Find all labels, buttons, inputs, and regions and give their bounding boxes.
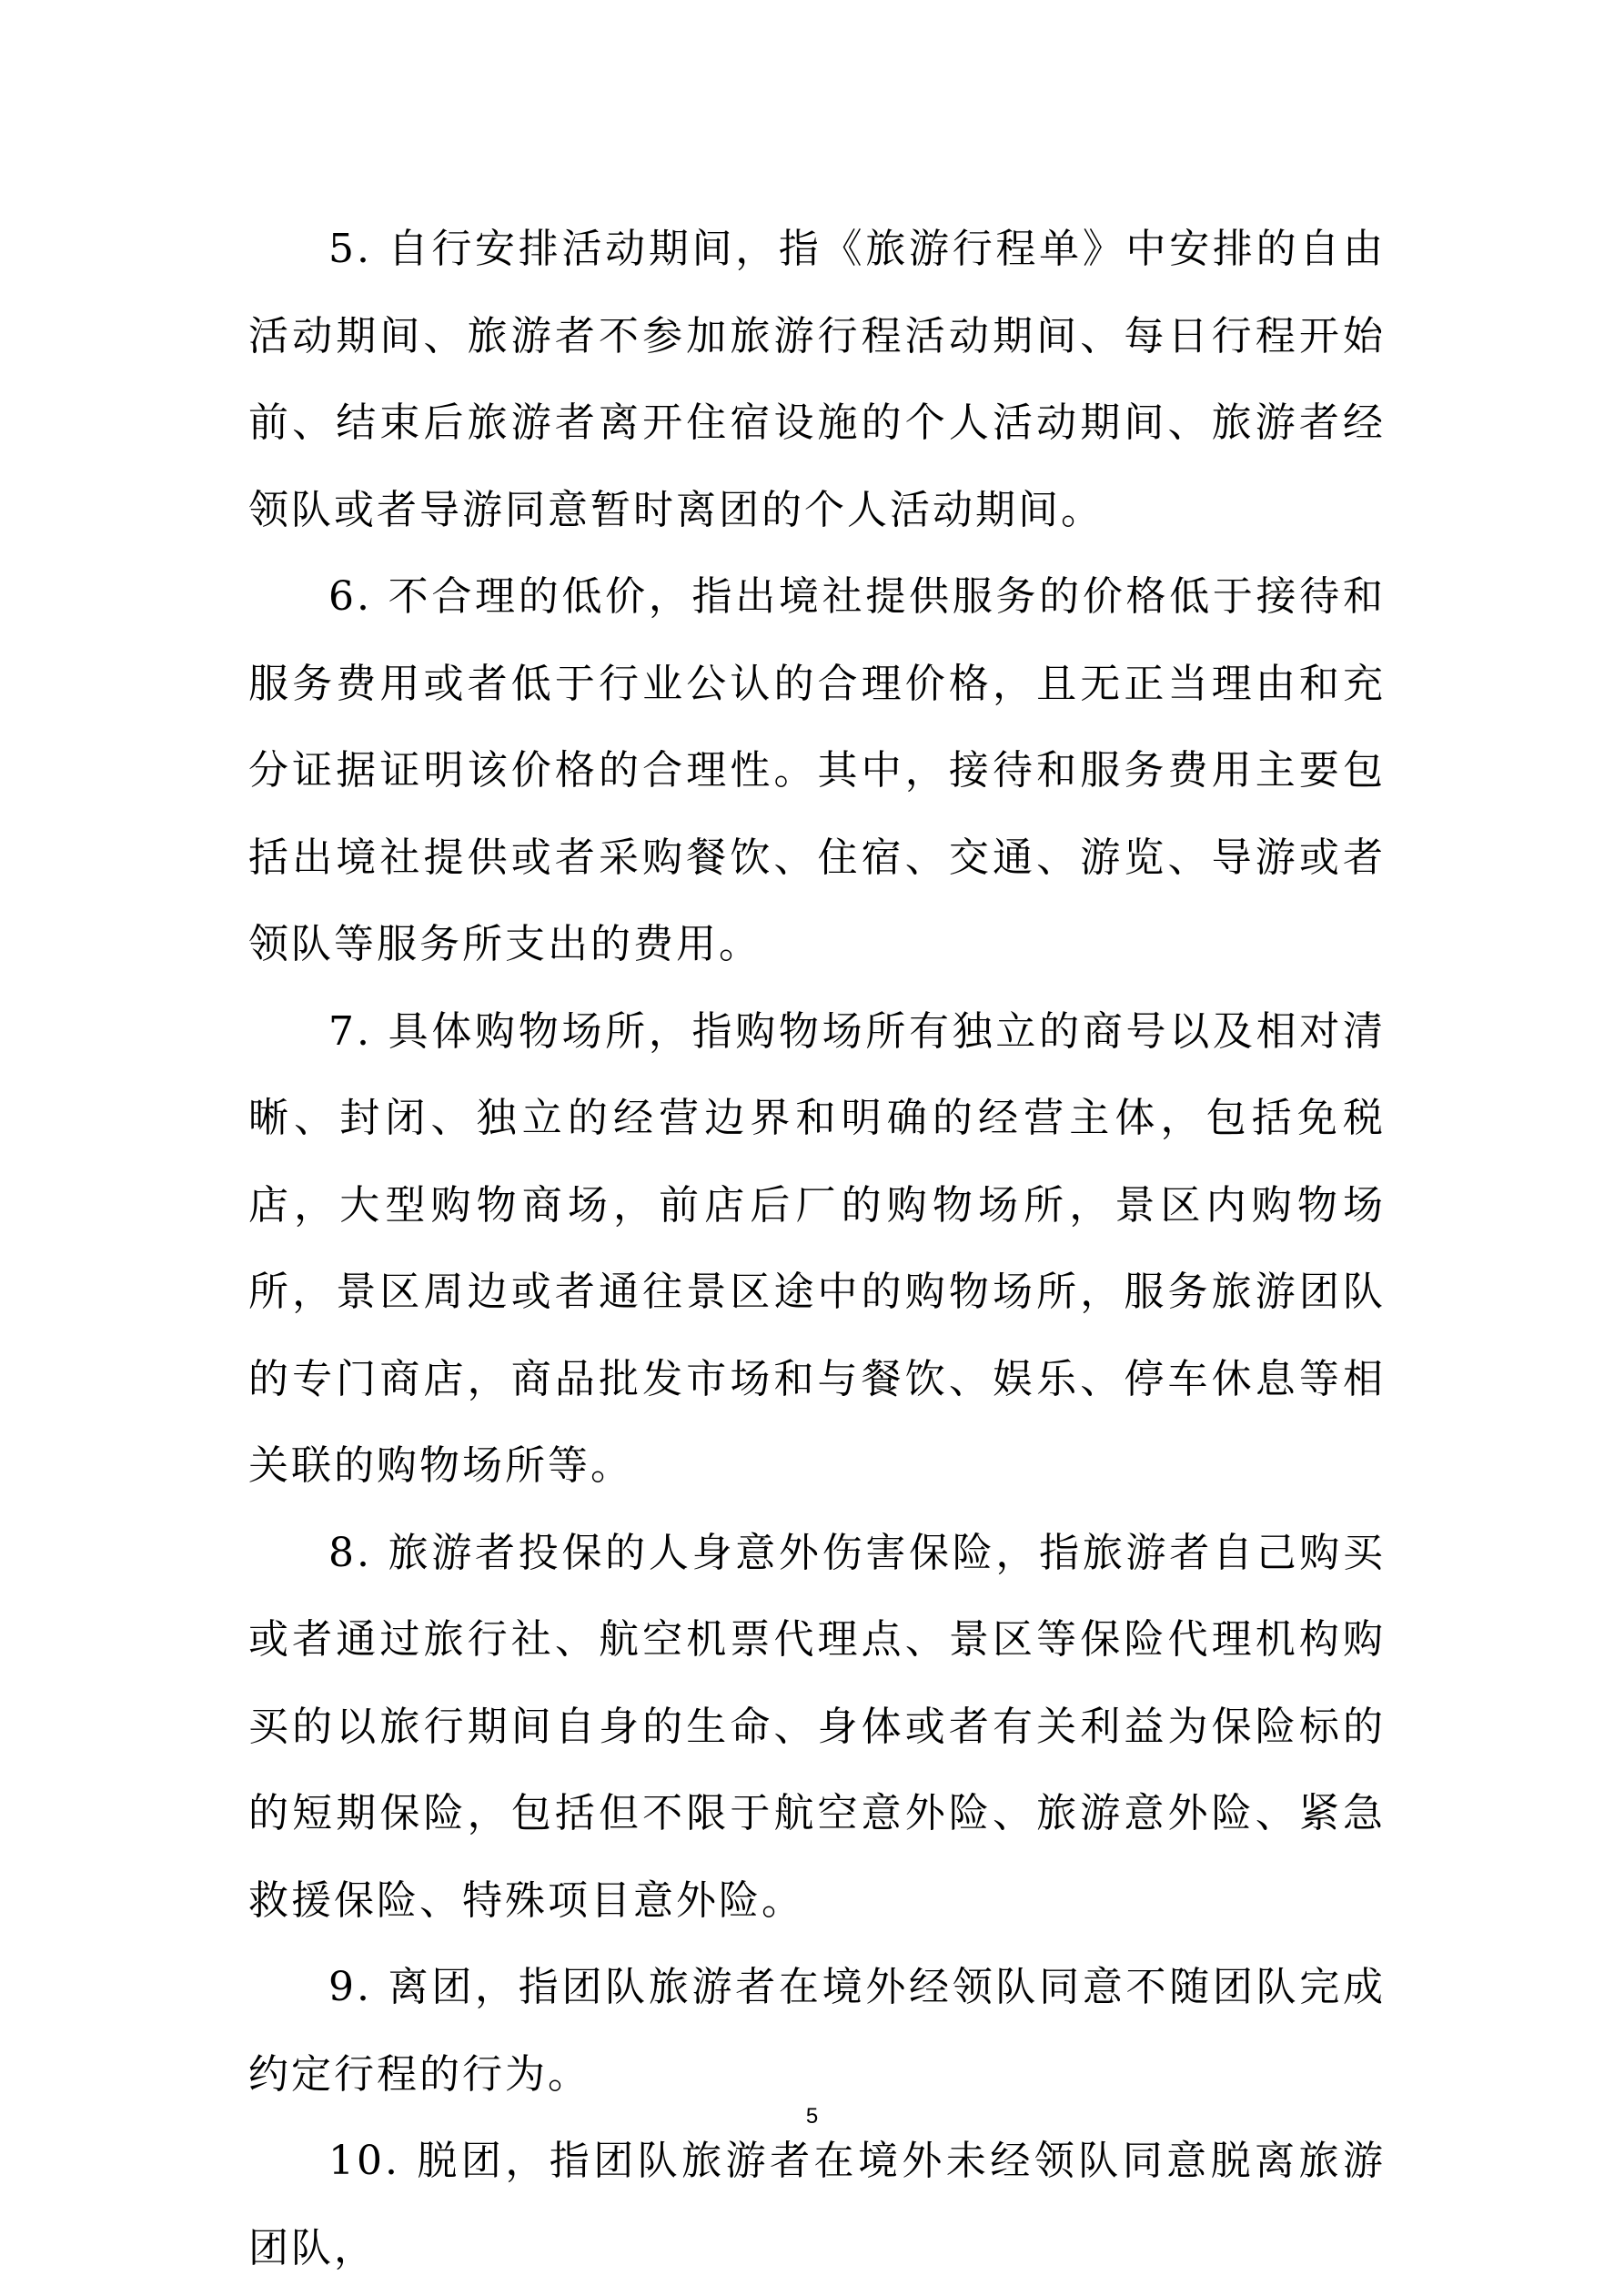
document-body <box>248 206 1386 2291</box>
paragraph-5: 5. 自行安排活动期间，指《旅游行程单》中安排的自由活动期间、旅游者不参加旅游行程活动期间、每日行程开始前、结束后旅游者离开住宿设施的个人活动期间、旅游者经领队或者导游同意暂时离团的个人活动期间。 <box>248 226 1386 533</box>
paragraph-9: 9. 离团，指团队旅游者在境外经领队同意不随团队完成约定行程的行为。 <box>248 1964 1386 2098</box>
page-number: 5 <box>805 2104 819 2129</box>
paragraph-10: 10. 脱团，指团队旅游者在境外未经领队同意脱离旅游团队， <box>248 2138 1386 2271</box>
paragraph-6: 6. 不合理的低价，指出境社提供服务的价格低于接待和服务费用或者低于行业公认的合理价格，且无正当理由和充分证据证明该价格的合理性。其中，接待和服务费用主要包括出境社提供或者采购餐饮、住宿、交通、游览、导游或者领队等服务所支出的费用。 <box>248 573 1386 967</box>
paragraph-8: 8. 旅游者投保的人身意外伤害保险，指旅游者自己购买或者通过旅行社、航空机票代理点、景区等保险代理机构购买的以旅行期间自身的生命、身体或者有关利益为保险标的的短期保险，包括但不限于航空意外险、旅游意外险、紧急救援保险、特殊项目意外险。 <box>248 1529 1386 1924</box>
paragraph-7: 7. 具体购物场所，指购物场所有独立的商号以及相对清晰、封闭、独立的经营边界和明确的经营主体，包括免税店，大型购物商场，前店后厂的购物场所，景区内购物场所，景区周边或者通往景区途中的购物场所，服务旅游团队的专门商店，商品批发市场和与餐饮、娱乐、停车休息等相关联的购物场所等。 <box>248 1007 1386 1489</box>
